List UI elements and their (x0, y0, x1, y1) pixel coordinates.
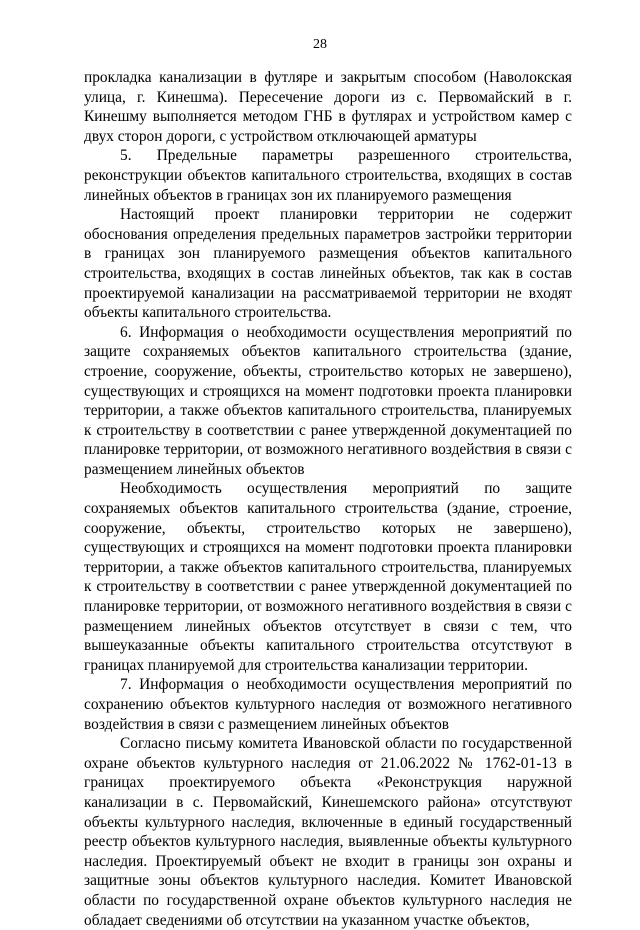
page-number: 28 (313, 37, 327, 52)
paragraph: Необходимость осуществления мероприятий по защите сохраняемых объектов капитального строительства (здание, строение, сооружение, объекты, строительство которых не завершено), существующих и строящихся на момент подготовки проекта планировки территории, а также объектов капитального строительства, планируемых к строительству в соответствии с ранее утвержденной документацией по планировке территории, от возможного негативного воздействия в связи с размещением линейных объектов отсутствует в связи с тем, что вышеуказанные объекты капитального строительства отсутствуют в границах планируемой для строительства канализации территории. (84, 480, 572, 674)
paragraph: прокладка канализации в футляре и закрытым способом (Наволокская улица, г. Кинешма). Пересечение дороги из с. Первомайский в г. Кинешму выполняется методом ГНБ в футлярах и устройством камер с двух сторон дороги, с устройством отключающей арматуры (84, 69, 572, 145)
paragraph: Согласно письму комитета Ивановской области по государственной охране объектов культурного наследия от 21.06.2022 № 1762-01-13 в границах проектируемого объекта «Реконструкция наружной канализации в с. Первомайский, Кинешемского района» отсутствуют объекты культурного наследия, включенные в единый государственный реестр объектов культурного наследия, выявленные объекты культурного наследия. Проектируемый объект не входит в границы зон охраны и защитные зоны объектов культурного наследия. Комитет Ивановской области по государственной охране объектов культурного наследия не обладает сведениями об отсутствии на указанном участке объектов, (84, 735, 572, 929)
document-body (84, 68, 572, 930)
paragraph: 5. Предельные параметры разрешенного строительства, реконструкции объектов капитального строительства, входящих в состав линейных объектов в границах зон их планируемого размещения (84, 147, 572, 204)
paragraph: 6. Информация о необходимости осуществления мероприятий по защите сохраняемых объектов капитального строительства (здание, строение, сооружение, объекты, строительство которых не завершено), существующих и строящихся на момент подготовки проекта планировки территории, а также объектов капитального строительства, планируемых к строительству в соответствии с ранее утвержденной документацией по планировке территории, от возможного негативного воздействия в связи с размещением линейных объектов (84, 323, 572, 478)
paragraph: 7. Информация о необходимости осуществления мероприятий по сохранению объектов культурного наследия от возможного негативного воздействия в связи с размещением линейных объектов (84, 676, 572, 733)
paragraph: Настоящий проект планировки территории не содержит обоснования определения предельных параметров застройки территории в границах зон планируемого размещения объектов капитального строительства, входящих в состав линейных объектов, так как в состав проектируемой канализации на рассматриваемой территории не входят объекты капитального строительства. (84, 206, 572, 322)
